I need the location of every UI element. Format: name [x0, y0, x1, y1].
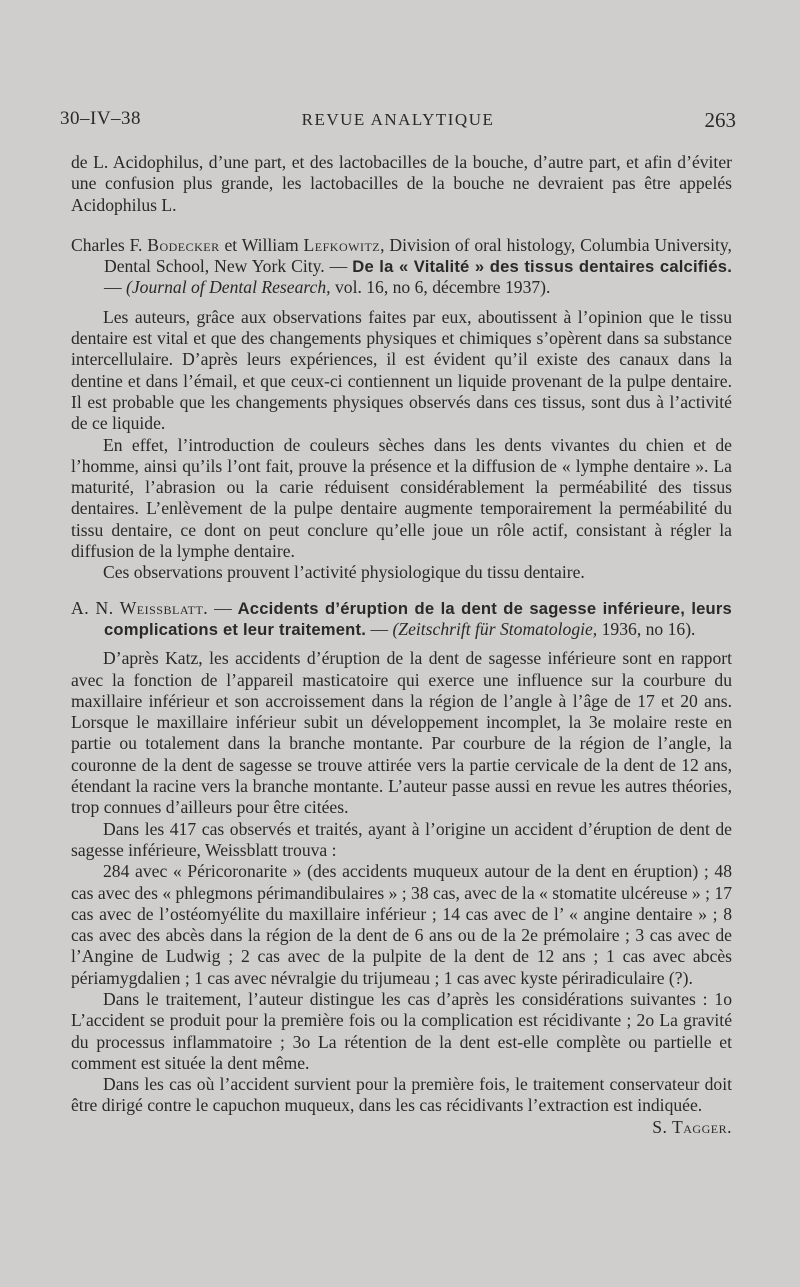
article-citation-weissblatt	[71, 598, 732, 641]
running-title: REVUE ANALYTIQUE	[301, 110, 495, 129]
paragraph-text: Dans les cas où l’accident survient pour la première fois, le traitement conservateur doit être dirigé contre le capuchon muqueux, dans les cas récidivants l’extraction est indiquée.	[71, 1074, 732, 1116]
paragraph: Dans les 417 cas observés et traités, ayant à l’origine un accident d’éruption de dent de sagesse inférieure, Weissblatt trouva :	[71, 818, 732, 860]
author-affiliation: , Division of oral histology, Columbia University, Dental School, New York City. —	[104, 234, 732, 277]
paragraph-continued: de L. Acidophilus, d’une part, et des lactobacilles de la bouche, d’autre part, et afin d’éviter une confusion plus grande, les lactobacilles de la bouche ne devraient pas être appelés Acidophilus L.	[71, 152, 732, 215]
page-number: 263	[704, 108, 736, 132]
paragraph-final	[71, 1074, 732, 1138]
paragraph: En effet, l’introduction de couleurs sèches dans les dents vivantes du chien et de l’homme, ainsi qu’ils l’ont fait, prouve la présence et la diffusion de « lymphe dentaire ». La maturité, l’abrasion ou la carie réduisent considérablement la perméabilité des tissus dentaires. L’enlèvement de la pulpe dentaire augmente temporairement la perméabilité du tissu dentaire, ce dont on peut conclure qu’elle joue un rôle actif, consistant à régler la diffusion de la lymphe dentaire.	[71, 434, 732, 562]
citation-dash: —	[370, 618, 389, 639]
citation-details: vol. 16, no 6, décembre 1937).	[334, 277, 551, 298]
article-body	[71, 152, 732, 1138]
paragraph: Ces observations prouvent l’activité physiologique du tissu dentaire.	[103, 562, 585, 583]
paragraph: D’après Katz, les accidents d’éruption de la dent de sagesse inférieure sont en rapport avec la fonction de l’appareil masticatoire qui exerce une influence sur la courbure du maxillaire inférieur et son accroissement dans la région de l’angle à l’âge de 17 et 20 ans. Lorsque le maxillaire inférieur subit un développement incomplet, la 3e molaire reste en partie ou totalement dans la branche montante. Par courbure de la région de l’angle, la couronne de la dent de sagesse se trouve attirée vers la partie cervicale de la dent de 12 ans, étendant la racine vers la branche montante. L’auteur passe aussi en revue les autres théories, trop connues d’ailleurs pour être citées.	[71, 648, 732, 818]
journal-name: (Journal of Dental Research,	[126, 277, 331, 298]
author-last-name: Bodecker	[147, 234, 220, 255]
author-name: A. N. Weissblatt.	[71, 597, 209, 618]
article-title: Accidents d’éruption de la dent de sagesse inférieure, leurs complications et leur traitement.	[104, 598, 732, 639]
page-header	[60, 108, 736, 138]
author-last-name: Lefkowitz	[303, 234, 381, 255]
citation-dash: —	[104, 277, 122, 298]
author-first-name: Charles F.	[71, 234, 143, 255]
paragraph: Dans le traitement, l’auteur distingue les cas d’après les considérations suivantes : 1o L’accident se produit pour la première fois ou la complication est récidivante ; 2o La gravité du processus inflammatoire ; 3o La rétention de la dent est-elle complète ou partielle et comment est située la dent même.	[71, 988, 732, 1073]
paragraph: 284 avec « Péricoronarite » (des accidents muqueux autour de la dent en éruption) ; 48 cas avec des « phlegmons périmandibulaires » ; 38 cas, avec de la « stomatite ulcéreuse » ; 17 cas avec de l’ostéomyélite du maxillaire inférieur ; 14 cas avec de l’ « angine dentaire » ; 8 cas avec des abcès dans la région de la dent de 6 ans ou de la 2e prémolaire ; 3 cas avec de l’Angine de Ludwig ; 2 cas avec de la pulpite de la dent de 12 ans ; 1 cas avec abcès périamygdalien ; 1 cas avec névralgie du trijumeau ; 1 cas avec kyste périradiculaire (?).	[71, 861, 733, 988]
article-citation-bodecker	[71, 235, 732, 299]
citation-details: 1936, no 16).	[601, 618, 696, 639]
article-title: De la « Vitalité » des tissus dentaires calcifiés.	[352, 257, 732, 277]
citation-dash: —	[214, 597, 232, 618]
issue-date: 30–IV–38	[60, 108, 142, 129]
journal-name: (Zeitschrift für Stomatologie,	[392, 618, 598, 639]
author-conjunction: et William	[224, 234, 299, 255]
reviewer-signature: S. Tagger.	[652, 1116, 732, 1137]
paragraph: Les auteurs, grâce aux observations faites par eux, aboutissent à l’opinion que le tissu dentaire est vital et que des changements physiques et chimiques s’opèrent dans sa substance intercellulaire. D’après leurs expériences, il est évident qu’il existe des canaux dans la dentine et dans l’émail, et que ceux-ci contiennent un liquide provenant de la pulpe dentaire. Il est probable que les changements physiques observés dans ces tissus, sont dus à l’activité de ce liquide.	[71, 306, 732, 434]
